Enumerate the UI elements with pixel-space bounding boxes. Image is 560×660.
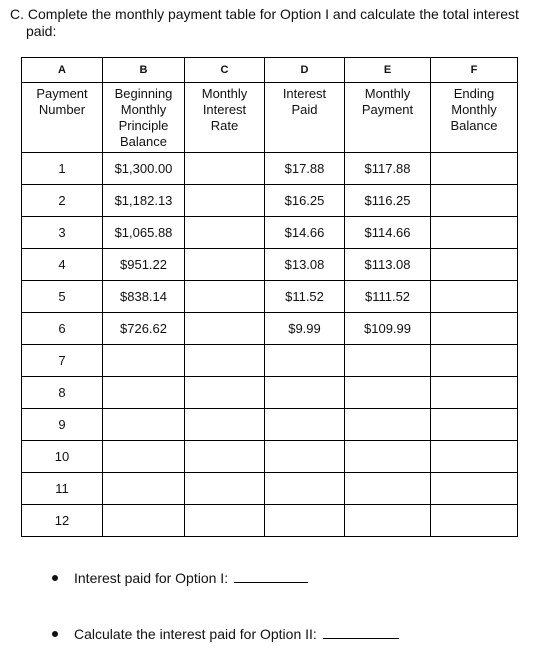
- column-header-row: [22, 83, 518, 153]
- table-cell: [185, 377, 265, 409]
- column-header-line: Principle: [118, 118, 169, 133]
- table-cell: [185, 313, 265, 345]
- prompt-line-2: paid:: [26, 23, 57, 39]
- table-cell: [431, 217, 518, 249]
- table-cell: 12: [22, 505, 103, 537]
- table-row: [22, 473, 518, 505]
- bullet-item-option-2: [52, 624, 399, 644]
- column-header-line: Rate: [210, 118, 239, 133]
- column-header-line: Monthly: [451, 102, 497, 117]
- table-cell: [185, 153, 265, 185]
- table-row: [22, 409, 518, 441]
- table-cell: 2: [22, 185, 103, 217]
- table-cell: [431, 153, 518, 185]
- table-cell: [185, 345, 265, 377]
- column-header-line: Paid: [291, 102, 318, 117]
- table-cell: [103, 345, 185, 377]
- table-cell: [431, 313, 518, 345]
- bullet-item-option-1: [52, 568, 399, 588]
- column-letter: E: [345, 58, 431, 83]
- column-header-line: Interest: [202, 102, 247, 117]
- column-header-line: Monthly: [364, 86, 411, 101]
- bullet-dot: [52, 631, 58, 637]
- table-cell: $9.99: [265, 313, 345, 345]
- column-header: [345, 83, 431, 153]
- column-header-line: Payment: [36, 86, 88, 101]
- table-cell: [431, 345, 518, 377]
- table-cell: $109.99: [345, 313, 431, 345]
- column-header-line: Monthly: [201, 86, 248, 101]
- column-header: [185, 83, 265, 153]
- table-row: [22, 345, 518, 377]
- table-cell: [185, 217, 265, 249]
- table-cell: $116.25: [345, 185, 431, 217]
- table-cell: [103, 377, 185, 409]
- table-cell: [103, 409, 185, 441]
- table-cell: [265, 409, 345, 441]
- table-cell: [185, 185, 265, 217]
- question-prompt: [10, 6, 555, 40]
- table-cell: 10: [22, 441, 103, 473]
- table-cell: [431, 185, 518, 217]
- table-cell: [431, 409, 518, 441]
- table-cell: $951.22: [103, 249, 185, 281]
- table-cell: [345, 505, 431, 537]
- table-cell: [345, 409, 431, 441]
- table-cell: [431, 473, 518, 505]
- table-cell: [265, 505, 345, 537]
- answer-blank-option-2[interactable]: [323, 625, 399, 639]
- table-cell: $1,182.13: [103, 185, 185, 217]
- table-cell: [431, 505, 518, 537]
- table-row: [22, 313, 518, 345]
- table-cell: [185, 505, 265, 537]
- table-cell: [431, 377, 518, 409]
- table-cell: [103, 473, 185, 505]
- table-cell: [345, 441, 431, 473]
- payment-table: [21, 57, 518, 537]
- column-letter: A: [22, 58, 103, 83]
- column-letter: F: [431, 58, 518, 83]
- column-header: [22, 83, 103, 153]
- table-cell: 9: [22, 409, 103, 441]
- table-row: [22, 441, 518, 473]
- table-cell: [103, 505, 185, 537]
- column-header-line: Beginning: [114, 86, 173, 101]
- table-body: [22, 153, 518, 537]
- table-cell: $114.66: [345, 217, 431, 249]
- column-header-line: Payment: [361, 102, 414, 117]
- table-cell: [265, 345, 345, 377]
- table-cell: 7: [22, 345, 103, 377]
- table-cell: [431, 249, 518, 281]
- table-cell: [185, 473, 265, 505]
- table-cell: $17.88: [265, 153, 345, 185]
- bullet-list: [52, 568, 399, 644]
- column-letter: B: [103, 58, 185, 83]
- table-cell: [265, 377, 345, 409]
- table-cell: $1,065.88: [103, 217, 185, 249]
- table-cell: [103, 441, 185, 473]
- table-row: [22, 153, 518, 185]
- column-header-line: Balance: [450, 118, 498, 133]
- prompt-line-1: C. Complete the monthly payment table for Option I and calculate the total interest: [10, 6, 519, 22]
- table-cell: $113.08: [345, 249, 431, 281]
- table-cell: [431, 441, 518, 473]
- column-letter: C: [185, 58, 265, 83]
- table-row: [22, 377, 518, 409]
- table-cell: [185, 249, 265, 281]
- column-letter: D: [265, 58, 345, 83]
- column-header-line: Balance: [120, 134, 167, 149]
- table-cell: $1,300.00: [103, 153, 185, 185]
- table-cell: [185, 281, 265, 313]
- bullet-text: Interest paid for Option I:: [74, 570, 229, 586]
- table-cell: $16.25: [265, 185, 345, 217]
- bullet-dot: [52, 575, 58, 581]
- table-cell: 8: [22, 377, 103, 409]
- table-cell: $11.52: [265, 281, 345, 313]
- column-header-line: Monthly: [120, 102, 167, 117]
- table-row: [22, 505, 518, 537]
- column-header-line: Ending: [453, 86, 495, 101]
- table-cell: 3: [22, 217, 103, 249]
- column-header: [103, 83, 185, 153]
- column-letter-row: [22, 58, 518, 83]
- table-cell: $726.62: [103, 313, 185, 345]
- column-header: [265, 83, 345, 153]
- table-row: [22, 185, 518, 217]
- table-cell: $111.52: [345, 281, 431, 313]
- table-cell: [345, 377, 431, 409]
- table-cell: [265, 473, 345, 505]
- table-cell: [345, 345, 431, 377]
- table-cell: $13.08: [265, 249, 345, 281]
- table-row: [22, 249, 518, 281]
- bullet-text: Calculate the interest paid for Option II:: [74, 626, 317, 642]
- table-cell: $14.66: [265, 217, 345, 249]
- table-cell: $117.88: [345, 153, 431, 185]
- table-cell: [185, 409, 265, 441]
- table-cell: 6: [22, 313, 103, 345]
- table-cell: [185, 441, 265, 473]
- table-cell: [345, 473, 431, 505]
- column-header-line: Interest: [282, 86, 327, 101]
- table-cell: 1: [22, 153, 103, 185]
- table-cell: 5: [22, 281, 103, 313]
- table-cell: 4: [22, 249, 103, 281]
- table-row: [22, 217, 518, 249]
- table-cell: [431, 281, 518, 313]
- column-header: [431, 83, 518, 153]
- table-cell: $838.14: [103, 281, 185, 313]
- table-cell: [265, 441, 345, 473]
- answer-blank-option-1[interactable]: [234, 569, 308, 583]
- table-row: [22, 281, 518, 313]
- column-header-line: Number: [38, 102, 86, 117]
- table-cell: 11: [22, 473, 103, 505]
